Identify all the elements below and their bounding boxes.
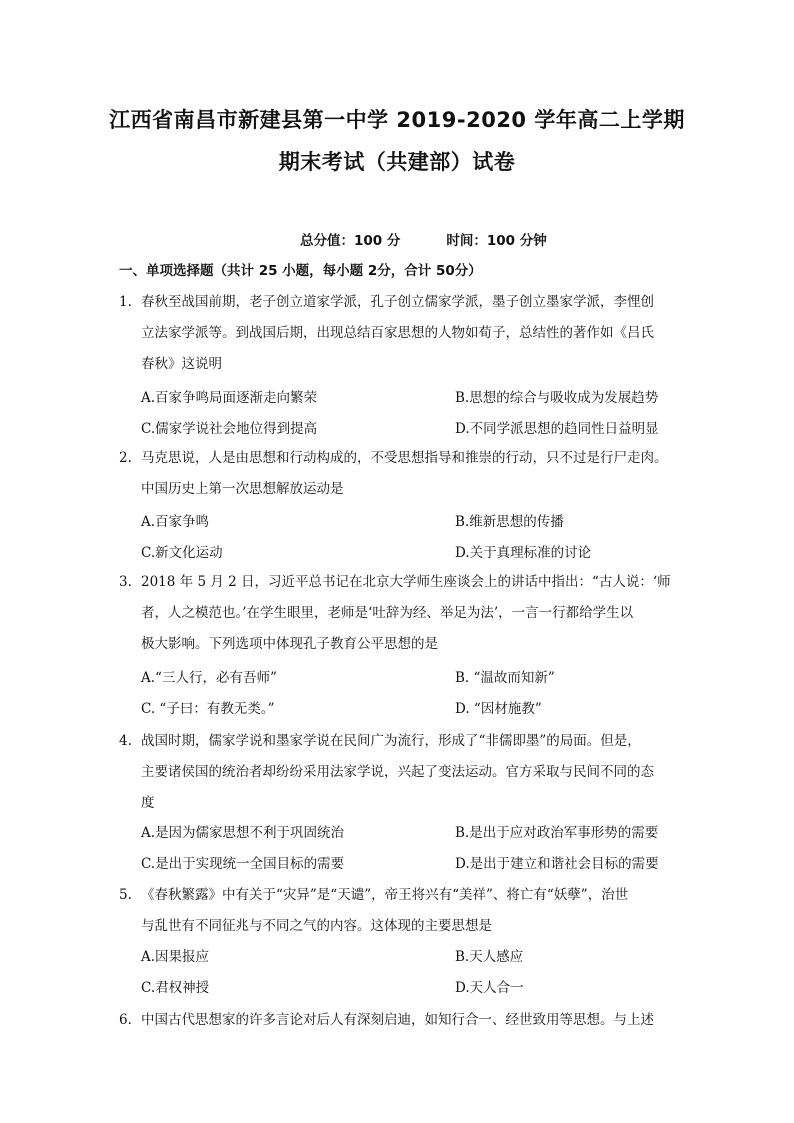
option-a: A.是因为儒家思想不利于巩固统治: [141, 825, 345, 841]
option-b: B.思想的综合与吸收成为发展趋势: [455, 390, 659, 406]
option-a: A.百家争鸣: [141, 514, 210, 530]
question-number: 3.: [119, 574, 132, 590]
question-number: 4.: [119, 733, 132, 749]
exam-meta: [300, 229, 547, 249]
option-b: B.是出于应对政治军事形势的需要: [455, 825, 659, 841]
question-text-line: 度: [141, 795, 155, 811]
option-c: C.君权神授: [141, 980, 210, 996]
question-text-line: 战国时期，儒家学说和墨家学说在民间广为流行，形成了“非儒即墨”的局面。但是，: [141, 733, 641, 749]
option-b: B.天人感应: [455, 949, 524, 965]
question-1: [119, 287, 684, 380]
option-d: D.是出于建立和谐社会目标的需要: [455, 856, 659, 872]
question-text-line: 者，人之模范也。’在学生眼里，老师是‘吐辞为经、举足为法’，一言一行都给学生以: [141, 605, 634, 621]
option-c: C.儒家学说社会地位得到提高: [141, 421, 318, 437]
option-a: A.“三人行，必有吾师”: [141, 670, 277, 686]
question-text-line: 春秋至战国前期，老子创立道家学派，孔子创立儒家学派，墨子创立墨家学派，李悝创: [141, 294, 654, 310]
option-c: C.新文化运动: [141, 545, 223, 561]
option-b: B. “温故而知新”: [455, 670, 555, 686]
question-3: [119, 567, 684, 660]
option-d: D.天人合一: [455, 980, 524, 996]
question-2: [119, 443, 684, 505]
question-text-line: 极大影响。下列选项中体现孔子教育公平思想的是: [141, 636, 438, 652]
option-a: A.百家争鸣局面逐渐走向繁荣: [141, 390, 318, 406]
exam-time: 时间：100 分钟: [446, 233, 547, 249]
option-a: A.因果报应: [141, 949, 210, 965]
question-number: 2.: [119, 450, 132, 466]
exam-title-line2: 期末考试（共建部）试卷: [278, 150, 516, 174]
option-d: D. “因材施教”: [455, 701, 542, 717]
option-d: D.不同学派思想的趋同性日益明显: [455, 421, 659, 437]
question-number: 1.: [119, 294, 132, 310]
question-number: 5.: [119, 887, 132, 903]
section-heading: 一、单项选择题（共计 25 小题，每小题 2分，合计 50分）: [119, 263, 482, 279]
total-score: 总分值：100 分: [300, 233, 401, 249]
question-number: 6.: [119, 1012, 132, 1028]
question-text-line: 中国古代思想家的许多言论对后人有深刻启迪，如知行合一、经世致用等思想。与上述: [141, 1012, 654, 1028]
question-text-line: 2018 年 5 月 2 日，习近平总书记在北京大学师生座谈会上的讲话中指出：“古人说：‘师: [141, 574, 671, 590]
option-c: C.是出于实现统一全国目标的需要: [141, 856, 345, 872]
option-b: B.维新思想的传播: [455, 514, 564, 530]
question-text-line: 主要诸侯国的统治者却纷纷采用法家学说，兴起了变法运动。官方采取与民间不同的态: [141, 764, 654, 780]
question-text-line: 马克思说，人是由思想和行动构成的，不受思想指导和推崇的行动，只不过是行尸走肉。: [141, 450, 668, 466]
question-text-line: 中国历史上第一次思想解放运动是: [141, 481, 344, 497]
option-d: D.关于真理标准的讨论: [455, 545, 592, 561]
option-c: C. “子曰：有教无类。”: [141, 701, 275, 717]
question-text-line: 春秋》这说明: [141, 356, 222, 372]
question-5: [119, 880, 684, 942]
question-4: [119, 726, 684, 819]
question-text-line: 立法家学派等。到战国后期，出现总结百家思想的人物如荀子，总结性的著作如《吕氏: [141, 325, 654, 341]
question-text-line: 与乱世有不同征兆与不同之气的内容。这体现的主要思想是: [141, 918, 492, 934]
question-6: [119, 1005, 684, 1036]
question-text-line: 《春秋繁露》中有关于“灾异”是“天谴”，帝王将兴有“美祥”、将亡有“妖孽”，治世: [141, 887, 629, 903]
exam-title-line1: 江西省南昌市新建县第一中学 2019-2020 学年高二上学期: [109, 108, 685, 132]
